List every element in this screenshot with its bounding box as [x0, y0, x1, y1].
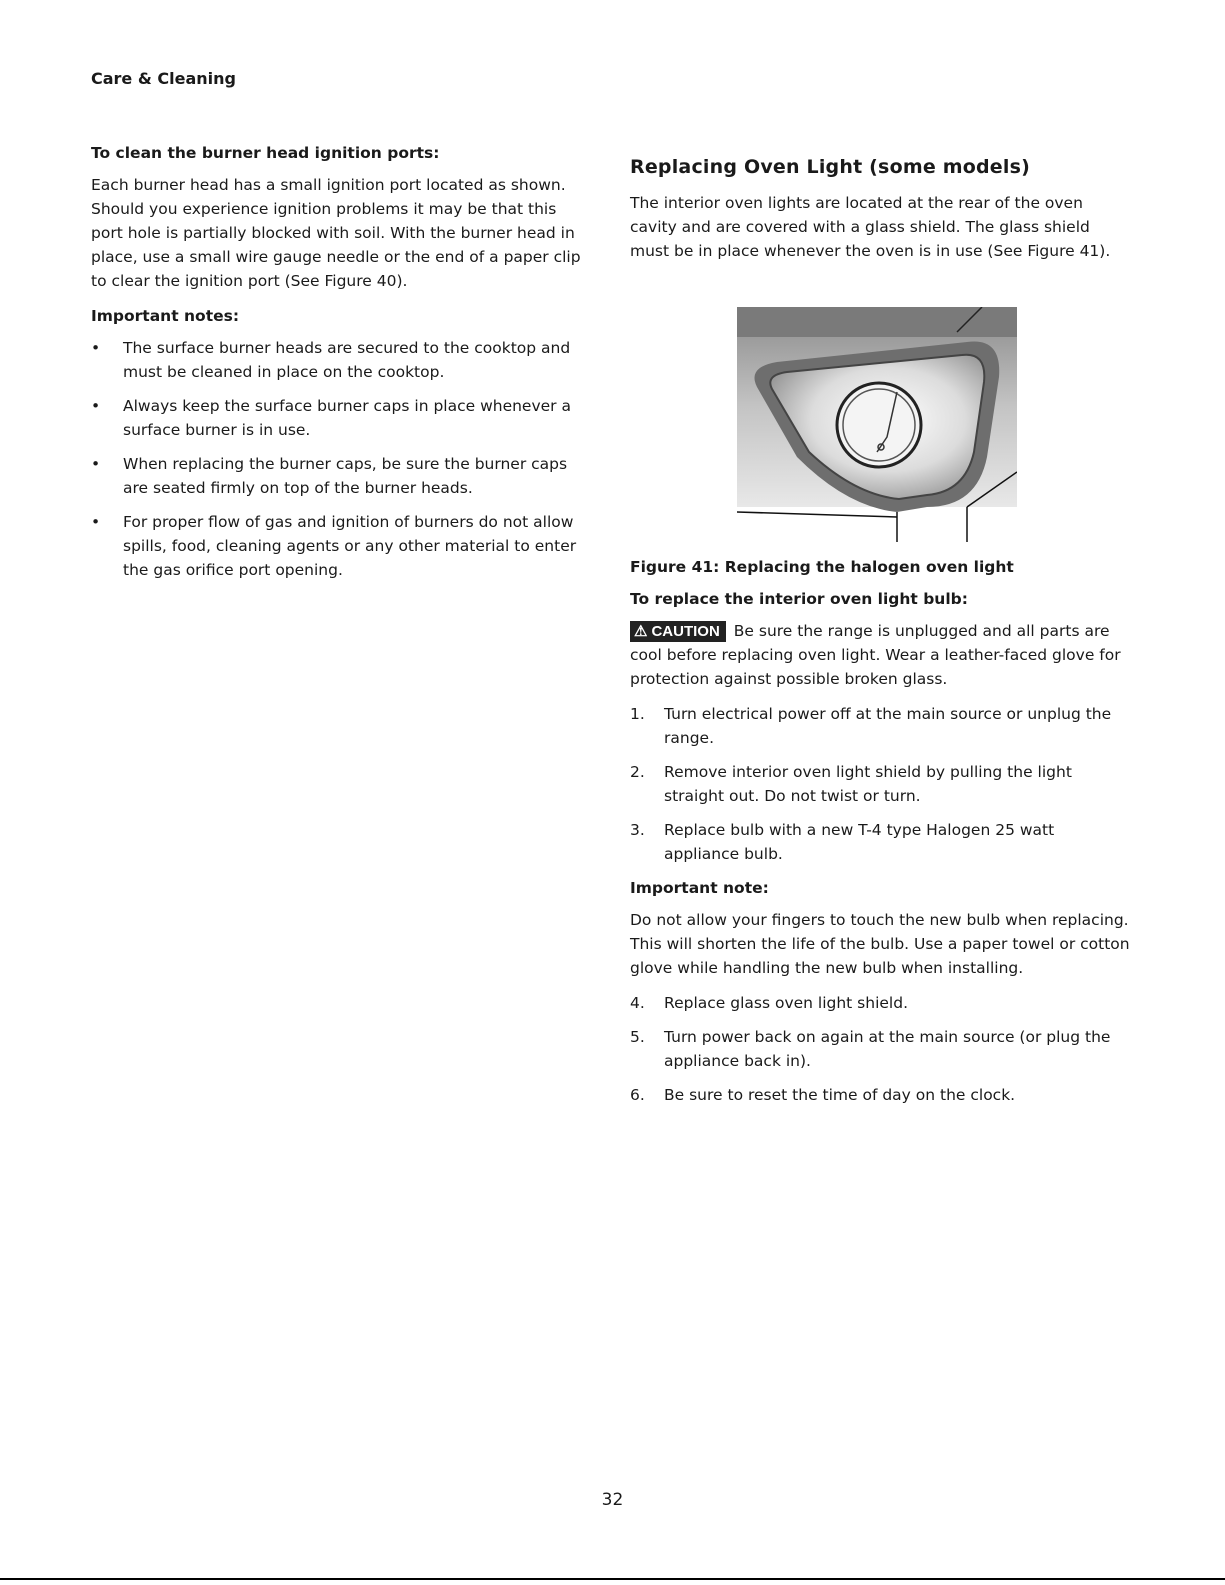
- list-item-text: Always keep the surface burner caps in place whenever a surface burner is in use.: [123, 397, 571, 439]
- important-notes-heading: Important notes:: [91, 307, 240, 325]
- section-header: Care & Cleaning: [91, 69, 236, 88]
- bullet-icon: •: [91, 397, 101, 415]
- step-number: 2.: [630, 763, 645, 781]
- oven-light-intro: The interior oven lights are located at the rear of the oven cavity and are covered with a glass shield. The glass shield must be in place whenever the oven is in use (See Figure 41).: [630, 194, 1111, 260]
- list-item: [630, 818, 1130, 866]
- warning-icon: ⚠: [634, 623, 648, 640]
- ignition-ports-heading: To clean the burner head ignition ports:: [91, 144, 440, 162]
- list-item: [630, 1083, 1130, 1107]
- step-number: 4.: [630, 994, 645, 1012]
- step-number: 3.: [630, 821, 645, 839]
- caution-paragraph: [630, 619, 1130, 691]
- replace-bulb-heading: To replace the interior oven light bulb:: [630, 590, 968, 608]
- important-notes-list: [91, 336, 591, 582]
- list-item: [91, 394, 591, 442]
- ignition-ports-paragraph: Each burner head has a small ignition port located as shown. Should you experience ignition problems it may be that this port hole is partially blocked with soil. With the burner head in place, use a small wire gauge needle or the end of a paper clip to clear the ignition port (See Figure 40).: [91, 176, 581, 290]
- figure-caption: Figure 41: Replacing the halogen oven light: [630, 558, 1014, 576]
- step-text: Replace glass oven light shield.: [664, 994, 908, 1012]
- step-text: Turn power back on again at the main source (or plug the appliance back in).: [664, 1028, 1111, 1070]
- list-item: [91, 510, 591, 582]
- right-column: [630, 155, 1130, 1117]
- page-number: 32: [601, 1490, 624, 1510]
- bullet-icon: •: [91, 513, 101, 531]
- bottom-rule: [0, 1578, 1225, 1580]
- step-number: 5.: [630, 1028, 645, 1046]
- step-text: Be sure to reset the time of day on the clock.: [664, 1086, 1016, 1104]
- oven-light-figure: [737, 307, 1017, 547]
- caution-badge: [630, 621, 726, 642]
- replace-steps-list: [630, 702, 1130, 866]
- step-number: 1.: [630, 705, 645, 723]
- step-text: Turn electrical power off at the main source or unplug the range.: [664, 705, 1112, 747]
- left-column: [91, 141, 591, 592]
- bullet-icon: •: [91, 455, 101, 473]
- caution-text: Be sure the range is unplugged and all parts are cool before replacing oven light. Wear a leather-faced glove for protection against possible broken glass.: [630, 622, 1121, 688]
- list-item-text: The surface burner heads are secured to the cooktop and must be cleaned in place on the cooktop.: [123, 339, 571, 381]
- list-item-text: For proper flow of gas and ignition of burners do not allow spills, food, cleaning agents or any other material to enter the gas orifice port opening.: [123, 513, 577, 579]
- oven-light-title: Replacing Oven Light (some models): [630, 156, 1030, 178]
- list-item-text: When replacing the burner caps, be sure the burner caps are seated firmly on top of the burner heads.: [123, 455, 568, 497]
- caution-label: CAUTION: [651, 623, 720, 640]
- list-item: [630, 702, 1130, 750]
- list-item: [630, 1025, 1130, 1073]
- oven-light-illustration: [737, 307, 1017, 547]
- list-item: [630, 760, 1130, 808]
- step-number: 6.: [630, 1086, 645, 1104]
- list-item: [630, 991, 1130, 1015]
- step-text: Replace bulb with a new T-4 type Halogen 25 watt appliance bulb.: [664, 821, 1055, 863]
- list-item: [91, 336, 591, 384]
- important-note-paragraph: Do not allow your fingers to touch the new bulb when replacing. This will shorten the life of the bulb. Use a paper towel or cotton glove while handling the new bulb when installing.: [630, 911, 1130, 977]
- step-text: Remove interior oven light shield by pulling the light straight out. Do not twist or turn.: [664, 763, 1072, 805]
- list-item: [91, 452, 591, 500]
- important-note-heading: Important note:: [630, 879, 769, 897]
- bullet-icon: •: [91, 339, 101, 357]
- finish-steps-list: [630, 991, 1130, 1107]
